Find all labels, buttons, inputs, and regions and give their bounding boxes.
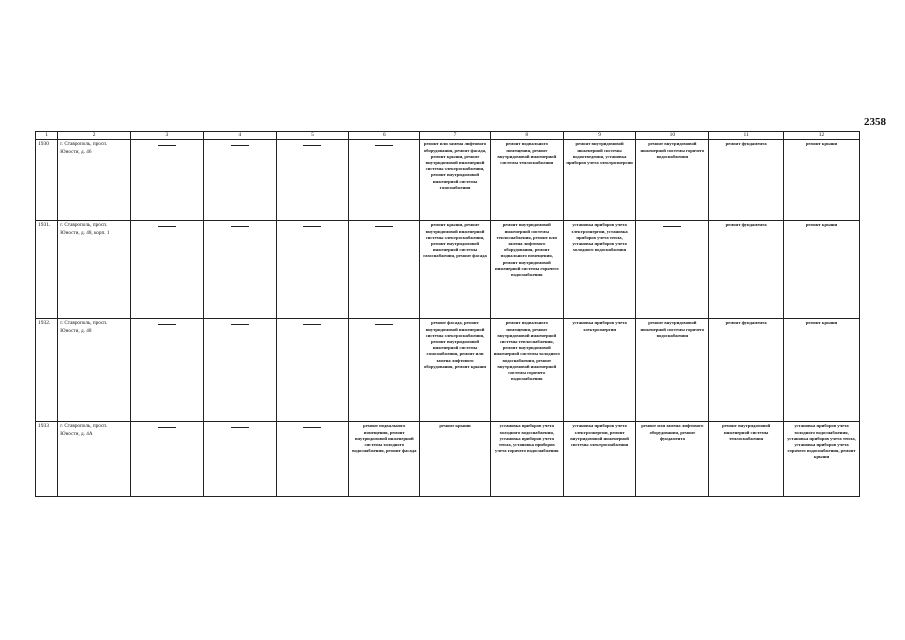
- dash-line: [303, 226, 321, 227]
- empty-cell-dash: [636, 221, 709, 319]
- work-description-cell: ремонт или замена лифтового оборудования, ремонт фундамента: [636, 422, 709, 497]
- work-description-cell: ремонт фасада, ремонт внутридомовой инженерной системы электроснабжения, ремонт внутридомовой инженерной системы газоснабжения, ремонт или замена лифтового оборудования, ремонт крыши: [420, 319, 491, 422]
- row-number: 1933: [36, 422, 58, 497]
- dash-line: [158, 324, 176, 325]
- table-row: [36, 221, 860, 319]
- empty-cell-dash: [131, 221, 204, 319]
- column-header-1: 1: [36, 132, 58, 140]
- column-header-3: 3: [131, 132, 204, 140]
- empty-cell-dash: [203, 319, 276, 422]
- column-header-6: 6: [349, 132, 420, 140]
- dash-line: [231, 145, 249, 146]
- work-description-cell: ремонт крыши: [784, 319, 860, 422]
- column-header-12: 12: [784, 132, 860, 140]
- work-description-cell: ремонт внутридомовой инженерной системы водоотведения, установка приборов учета электроэнергии: [563, 140, 636, 221]
- work-description-cell: установка приборов учета электроэнергии, установка приборов учета тепла, установка приборов учета холодного водоснабжения: [563, 221, 636, 319]
- empty-cell-dash: [276, 422, 349, 497]
- dash-line: [663, 226, 681, 227]
- dash-line: [158, 145, 176, 146]
- dash-line: [303, 145, 321, 146]
- work-description-cell: ремонт крыши: [420, 422, 491, 497]
- column-header-10: 10: [636, 132, 709, 140]
- column-header-9: 9: [563, 132, 636, 140]
- work-description-cell: установка приборов учета электроэнергии: [563, 319, 636, 422]
- empty-cell-dash: [349, 221, 420, 319]
- work-description-cell: ремонт внутридомовой инженерной системы горячего водоснабжения: [636, 140, 709, 221]
- work-description-cell: ремонт внутридомовой инженерной системы теплоснабжения, ремонт или замена лифтового оборудования, ремонт подвального помещения, ремонт внутридомовой инженерной системы горячего водоснабжения: [490, 221, 563, 319]
- work-description-cell: ремонт внутридомовой инженерной системы теплоснабжения: [709, 422, 784, 497]
- work-description-cell: ремонт фундамента: [709, 140, 784, 221]
- column-header-8: 8: [490, 132, 563, 140]
- table-row: [36, 422, 860, 497]
- column-header-11: 11: [709, 132, 784, 140]
- work-description-cell: ремонт крыши, ремонт внутридомовой инженерной системы электроснабжения, ремонт внутридомовой инженерной системы газоснабжения, ремонт фасада: [420, 221, 491, 319]
- dash-line: [231, 226, 249, 227]
- work-description-cell: ремонт внутридомовой инженерной системы горячего водоснабжения: [636, 319, 709, 422]
- work-description-cell: ремонт подвального помещения, ремонт внутридомовой инженерной системы холодного водоснабжения, ремонт фасада: [349, 422, 420, 497]
- empty-cell-dash: [131, 319, 204, 422]
- empty-cell-dash: [131, 140, 204, 221]
- work-description-cell: ремонт крыши: [784, 221, 860, 319]
- dash-line: [375, 226, 393, 227]
- page-number: 2358: [864, 116, 886, 128]
- work-description-cell: ремонт крыши: [784, 140, 860, 221]
- empty-cell-dash: [276, 140, 349, 221]
- work-description-cell: установка приборов учета холодного водоснабжения, установка приборов учета тепла, установка приборов учета горячего водоснабжения: [490, 422, 563, 497]
- dash-line: [303, 427, 321, 428]
- row-number: 1932.: [36, 319, 58, 422]
- empty-cell-dash: [276, 221, 349, 319]
- work-description-cell: установка приборов учета электроэнергии, ремонт внутридомовой инженерной системы электроснабжения: [563, 422, 636, 497]
- header-row: [36, 132, 860, 140]
- dash-line: [375, 324, 393, 325]
- address-cell: г. Ставрополь, просп. Юности, д. 4А: [58, 422, 131, 497]
- table-body: [36, 140, 860, 497]
- address-cell: г. Ставрополь, просп. Юности, д. 46: [58, 140, 131, 221]
- dash-line: [231, 324, 249, 325]
- dash-line: [231, 427, 249, 428]
- work-description-cell: ремонт фундамента: [709, 319, 784, 422]
- row-number: 1930: [36, 140, 58, 221]
- empty-cell-dash: [349, 319, 420, 422]
- table-row: [36, 319, 860, 422]
- work-description-cell: ремонт подвального помещения, ремонт внутридомовой инженерной системы теплоснабжения, ремонт внутридомовой инженерной системы холодного водоснабжения, ремонт внутридомовой инженерной системы горячего водоснабжения: [490, 319, 563, 422]
- empty-cell-dash: [276, 319, 349, 422]
- empty-cell-dash: [131, 422, 204, 497]
- column-header-2: 2: [58, 132, 131, 140]
- address-cell: г. Ставрополь, просп. Юности, д. 48: [58, 319, 131, 422]
- column-header-4: 4: [203, 132, 276, 140]
- work-description-cell: ремонт подвального помещения, ремонт внутридомовой инженерной системы теплоснабжения: [490, 140, 563, 221]
- empty-cell-dash: [203, 140, 276, 221]
- column-header-7: 7: [420, 132, 491, 140]
- table-row: [36, 140, 860, 221]
- dash-line: [158, 427, 176, 428]
- works-table: [35, 131, 860, 497]
- dash-line: [375, 145, 393, 146]
- row-number: 1931.: [36, 221, 58, 319]
- dash-line: [303, 324, 321, 325]
- address-cell: г. Ставрополь, просп. Юности, д. 48, корп. 1: [58, 221, 131, 319]
- empty-cell-dash: [203, 221, 276, 319]
- empty-cell-dash: [349, 140, 420, 221]
- work-description-cell: установка приборов учета холодного водоснабжения, установка приборов учета тепла, установка приборов учета горячего водоснабжения, ремонт крыши: [784, 422, 860, 497]
- work-description-cell: ремонт фундамента: [709, 221, 784, 319]
- work-description-cell: ремонт или замена лифтового оборудования, ремонт фасада, ремонт крыши, ремонт внутридомовой инженерной системы электроснабжения, ремонт внутридомовой инженерной системы газоснабжения: [420, 140, 491, 221]
- column-header-5: 5: [276, 132, 349, 140]
- empty-cell-dash: [203, 422, 276, 497]
- dash-line: [158, 226, 176, 227]
